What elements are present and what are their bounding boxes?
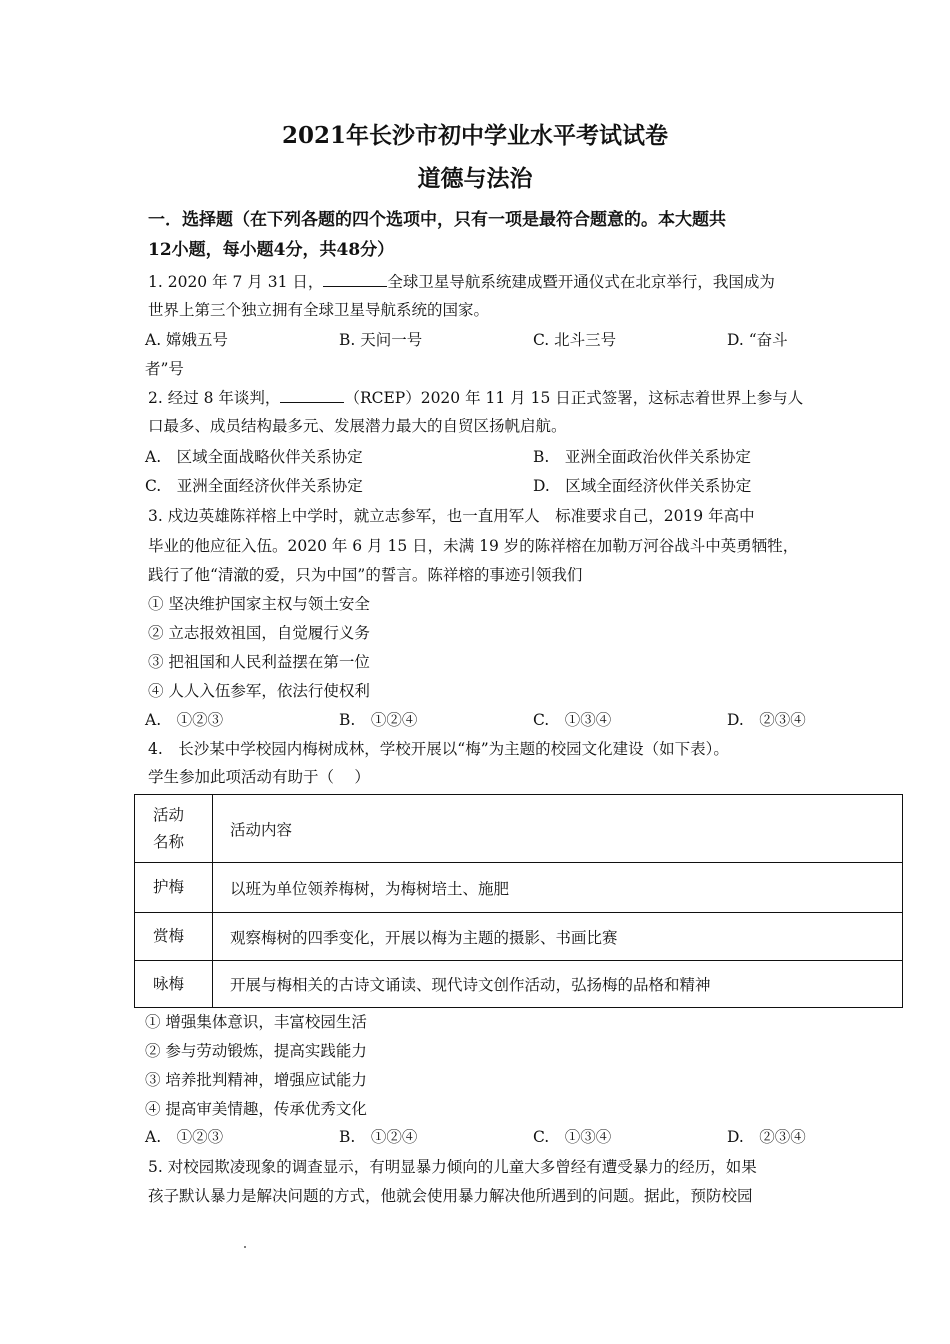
q2-text-pre: 2. 经过 8 年谈判， xyxy=(148,389,281,407)
q3-option-a: A. ①②③ xyxy=(145,711,224,729)
q3-option-d: D. ②③④ xyxy=(727,711,806,729)
q4-item-2: ② 参与劳动锻炼，提高实践能力 xyxy=(145,1042,367,1060)
table-header-content: 活动内容 xyxy=(213,795,903,863)
q1-line1 xyxy=(148,270,775,292)
q4-item-1: ① 增强集体意识，丰富校园生活 xyxy=(145,1013,367,1031)
q1-line2: 世界上第三个独立拥有全球卫星导航系统的国家。 xyxy=(148,301,490,319)
q4-option-c: C. ①③④ xyxy=(533,1128,612,1146)
q2-text-post: （RCEP）2020 年 11 月 15 日正式签署，这标志着世界上参与人 xyxy=(344,389,804,407)
q1-option-d: D. “奋斗 xyxy=(727,331,788,349)
q2-line1 xyxy=(148,386,803,408)
table-header-name-line2: 名称 xyxy=(153,832,185,851)
q3-line3: 践行了他“清澈的爱，只为中国”的誓言。陈祥榕的事迹引领我们 xyxy=(148,566,583,584)
q4-line2: 学生参加此项活动有助于（ ） xyxy=(148,768,370,786)
q1-blank xyxy=(323,272,387,287)
q4-item-3: ③ 培养批判精神，增强应试能力 xyxy=(145,1071,367,1089)
q2-option-c: C. 亚洲全面经济伙伴关系协定 xyxy=(145,477,363,495)
q3-option-c: C. ①③④ xyxy=(533,711,612,729)
q2-option-a: A. 区域全面战略伙伴关系协定 xyxy=(145,448,363,466)
table-cell-content: 观察梅树的四季变化，开展以梅为主题的摄影、书画比赛 xyxy=(213,913,903,961)
q1-option-d-wrap: 者”号 xyxy=(145,360,184,378)
q5-line2: 孩子默认暴力是解决问题的方式，他就会使用暴力解决他所遇到的问题。据此，预防校园 xyxy=(148,1187,753,1205)
q4-option-a: A. ①②③ xyxy=(145,1128,224,1146)
q3-line2: 毕业的他应征入伍。2020 年 6 月 15 日，未满 19 岁的陈祥榕在加勒万河谷战斗中英勇牺牲， xyxy=(148,537,799,555)
table-header-name-line1: 活动 xyxy=(153,805,185,824)
q2-line2: 口最多、成员结构最多元、发展潜力最大的自贸区扬帆启航。 xyxy=(148,417,567,435)
table-cell-content: 以班为单位领养梅树，为梅树培土、施肥 xyxy=(213,863,903,913)
q2-option-d: D. 区域全面经济伙伴关系协定 xyxy=(533,477,752,495)
table-cell-content: 开展与梅相关的古诗文诵读、现代诗文创作活动，弘扬梅的品格和精神 xyxy=(213,961,903,1008)
q2-blank xyxy=(280,388,344,403)
table-header-row xyxy=(135,795,903,863)
q3-item-3: ③ 把祖国和人民利益摆在第一位 xyxy=(148,653,370,671)
q1-option-a: A. 嫦娥五号 xyxy=(145,331,229,349)
table-row xyxy=(135,863,903,913)
q3-line1: 3. 戍边英雄陈祥榕上中学时，就立志参军，也一直用军人 标准要求自己，2019 年高中 xyxy=(148,507,755,525)
table-cell-name: 咏梅 xyxy=(135,961,213,1008)
q3-item-2: ② 立志报效祖国，自觉履行义务 xyxy=(148,624,370,642)
subject-title: 道德与法治 xyxy=(417,165,533,192)
table-row xyxy=(135,913,903,961)
table-row xyxy=(135,961,903,1008)
table-header-name xyxy=(135,795,213,863)
q1-text-pre: 1. 2020 年 7 月 31 日， xyxy=(148,273,324,291)
table-cell-name: 护梅 xyxy=(135,863,213,913)
q4-option-b: B. ①②④ xyxy=(339,1128,418,1146)
q3-item-1: ① 坚决维护国家主权与领土安全 xyxy=(148,595,370,613)
exam-title: 2021年长沙市初中学业水平考试试卷 xyxy=(281,122,668,149)
q4-option-d: D. ②③④ xyxy=(727,1128,806,1146)
q1-option-b: B. 天问一号 xyxy=(339,331,423,349)
q1-text-post: 全球卫星导航系统建成暨开通仪式在北京举行，我国成为 xyxy=(387,273,775,291)
activity-table xyxy=(134,794,903,1008)
q3-item-4: ④ 人人入伍参军，依法行使权利 xyxy=(148,682,370,700)
q1-option-c: C. 北斗三号 xyxy=(533,331,617,349)
q4-line1: 4. 长沙某中学校园内梅树成林，学校开展以“梅”为主题的校园文化建设（如下表）。 xyxy=(148,740,729,758)
q2-option-b: B. 亚洲全面政治伙伴关系协定 xyxy=(533,448,751,466)
q5-line1: 5. 对校园欺凌现象的调查显示，有明显暴力倾向的儿童大多曾经有遭受暴力的经历，如果 xyxy=(148,1158,757,1176)
q3-option-b: B. ①②④ xyxy=(339,711,418,729)
table-cell-name: 赏梅 xyxy=(135,913,213,961)
page-mark xyxy=(244,1246,246,1248)
section-heading-line2: 12小题，每小题4分，共48分） xyxy=(148,240,395,260)
section-heading-line1: 一．选择题（在下列各题的四个选项中，只有一项是最符合题意的。本大题共 xyxy=(148,210,726,230)
q4-item-4: ④ 提高审美情趣，传承优秀文化 xyxy=(145,1100,367,1118)
